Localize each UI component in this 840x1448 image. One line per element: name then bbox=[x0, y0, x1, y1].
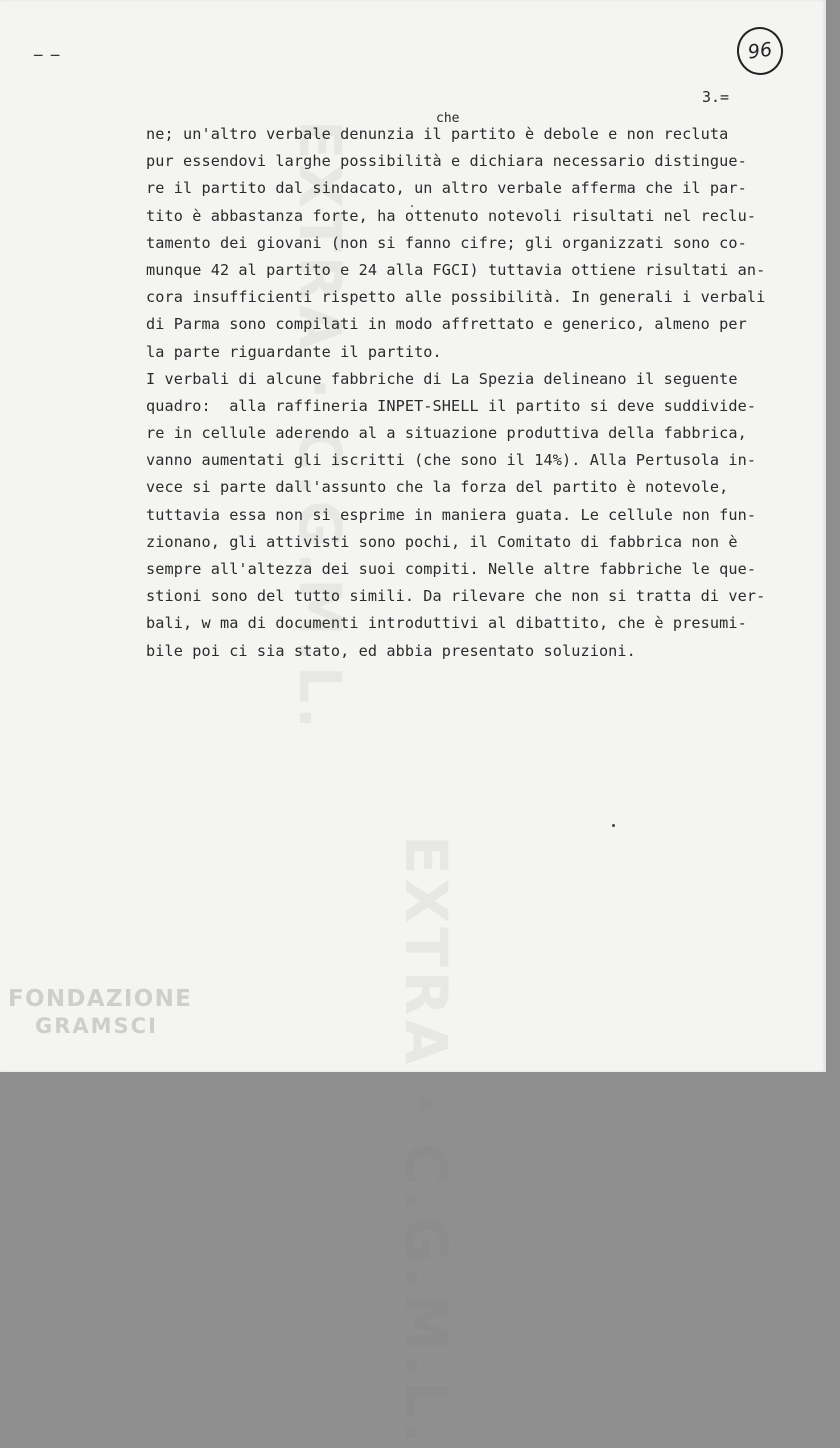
text-line: tito è abbastanza forte, ha ottenuto notevoli risultati nel reclu- bbox=[146, 206, 757, 225]
watermark-bottom: EXTRA · C.G.M.L. bbox=[392, 835, 460, 1448]
text-line: tamento dei giovani (non si fanno cifre; gli organizzati sono co- bbox=[146, 233, 747, 252]
archive-number: 96 bbox=[734, 24, 786, 78]
margin-mark: ـ ـ bbox=[34, 44, 60, 60]
page-number: 3.= bbox=[702, 88, 730, 106]
text-line: bali, w ma di documenti introduttivi al dibattito, che è presumi- bbox=[146, 614, 747, 633]
text-line: pur essendovi larghe possibilità e dichiara necessario distingue- bbox=[146, 152, 747, 171]
text-line: munque 42 al partito e 24 alla FGCI) tuttavia ottiene risultati an- bbox=[146, 260, 766, 279]
text-line: vanno aumentati gli iscritti (che sono il 14%). Alla Pertusola in- bbox=[146, 451, 757, 470]
text-line: la parte riguardante il partito. bbox=[146, 342, 442, 361]
archive-logo-line-2: GRAMSCI bbox=[35, 1014, 158, 1038]
text-line: I verbali di alcune fabbriche di La Spezia delineano il seguente bbox=[146, 369, 738, 388]
text-line: cora insufficienti rispetto alle possibilità. In generali i verbali bbox=[146, 288, 766, 307]
typewritten-text bbox=[146, 121, 826, 665]
text-line: re il partito dal sindacato, un altro verbale afferma che il par- bbox=[146, 179, 747, 198]
text-line: ne; un'altro verbale denunzia il partito è debole e non recluta bbox=[146, 125, 729, 143]
ink-speck bbox=[411, 205, 413, 207]
text-line: stioni sono del tutto simili. Da rilevare che non si tratta di ver- bbox=[146, 587, 766, 606]
text-line: tuttavia essa non si esprime in maniera guata. Le cellule non fun- bbox=[146, 505, 757, 524]
archive-logo-line-1: FONDAZIONE bbox=[8, 986, 193, 1012]
watermark-top: EXTRA · C.G.M.L. bbox=[286, 120, 354, 733]
text-line: di Parma sono compilati in modo affrettato e generico, almeno per bbox=[146, 315, 747, 334]
archive-logo bbox=[8, 988, 192, 1037]
text-line: re in cellule aderendo al a situazione produttiva della fabbrica, bbox=[146, 424, 747, 443]
text-line: sempre all'altezza dei suoi compiti. Nelle altre fabbriche le que- bbox=[146, 560, 757, 578]
text-line: bile poi ci sia stato, ed abbia presentato soluzioni. bbox=[146, 641, 636, 660]
text-line: quadro: alla raffineria INPET-SHELL il partito si deve suddivide- bbox=[146, 396, 757, 415]
ink-speck bbox=[612, 824, 615, 827]
inserted-word: che bbox=[436, 111, 460, 126]
text-line: vece si parte dall'assunto che la forza del partito è notevole, bbox=[146, 478, 729, 497]
text-line: zionano, gli attivisti sono pochi, il Comitato di fabbrica non è bbox=[146, 532, 738, 551]
